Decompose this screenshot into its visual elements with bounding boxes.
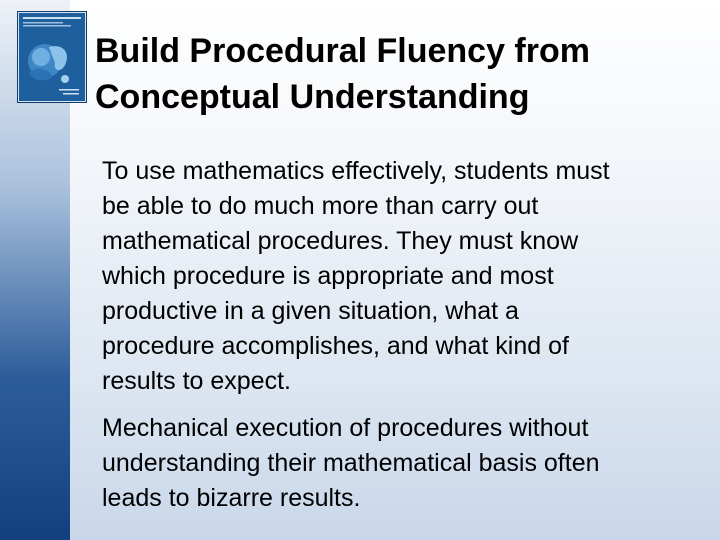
body-line: mathematical procedures. They must know [102,227,579,255]
slide-body [102,154,702,516]
slide-title [95,28,705,120]
body-paragraph [102,154,702,399]
body-line: To use mathematics effectively, students must [102,157,610,185]
book-cover-logo-icon [18,12,86,102]
body-line: results to expect. [102,367,291,395]
body-line: leads to bizarre results. [102,484,361,512]
body-line: be able to do much more than carry out [102,192,539,220]
body-line: procedure accomplishes, and what kind of [102,332,569,360]
slide-title-line: Build Procedural Fluency from [95,32,590,70]
slide-title-line: Conceptual Understanding [95,78,530,116]
body-paragraph [102,411,702,516]
body-line: productive in a given situation, what a [102,297,519,325]
body-line: understanding their mathematical basis often [102,449,600,477]
body-line: which procedure is appropriate and most [102,262,554,290]
book-cover-graphic [19,13,85,101]
body-line: Mechanical execution of procedures without [102,414,589,442]
